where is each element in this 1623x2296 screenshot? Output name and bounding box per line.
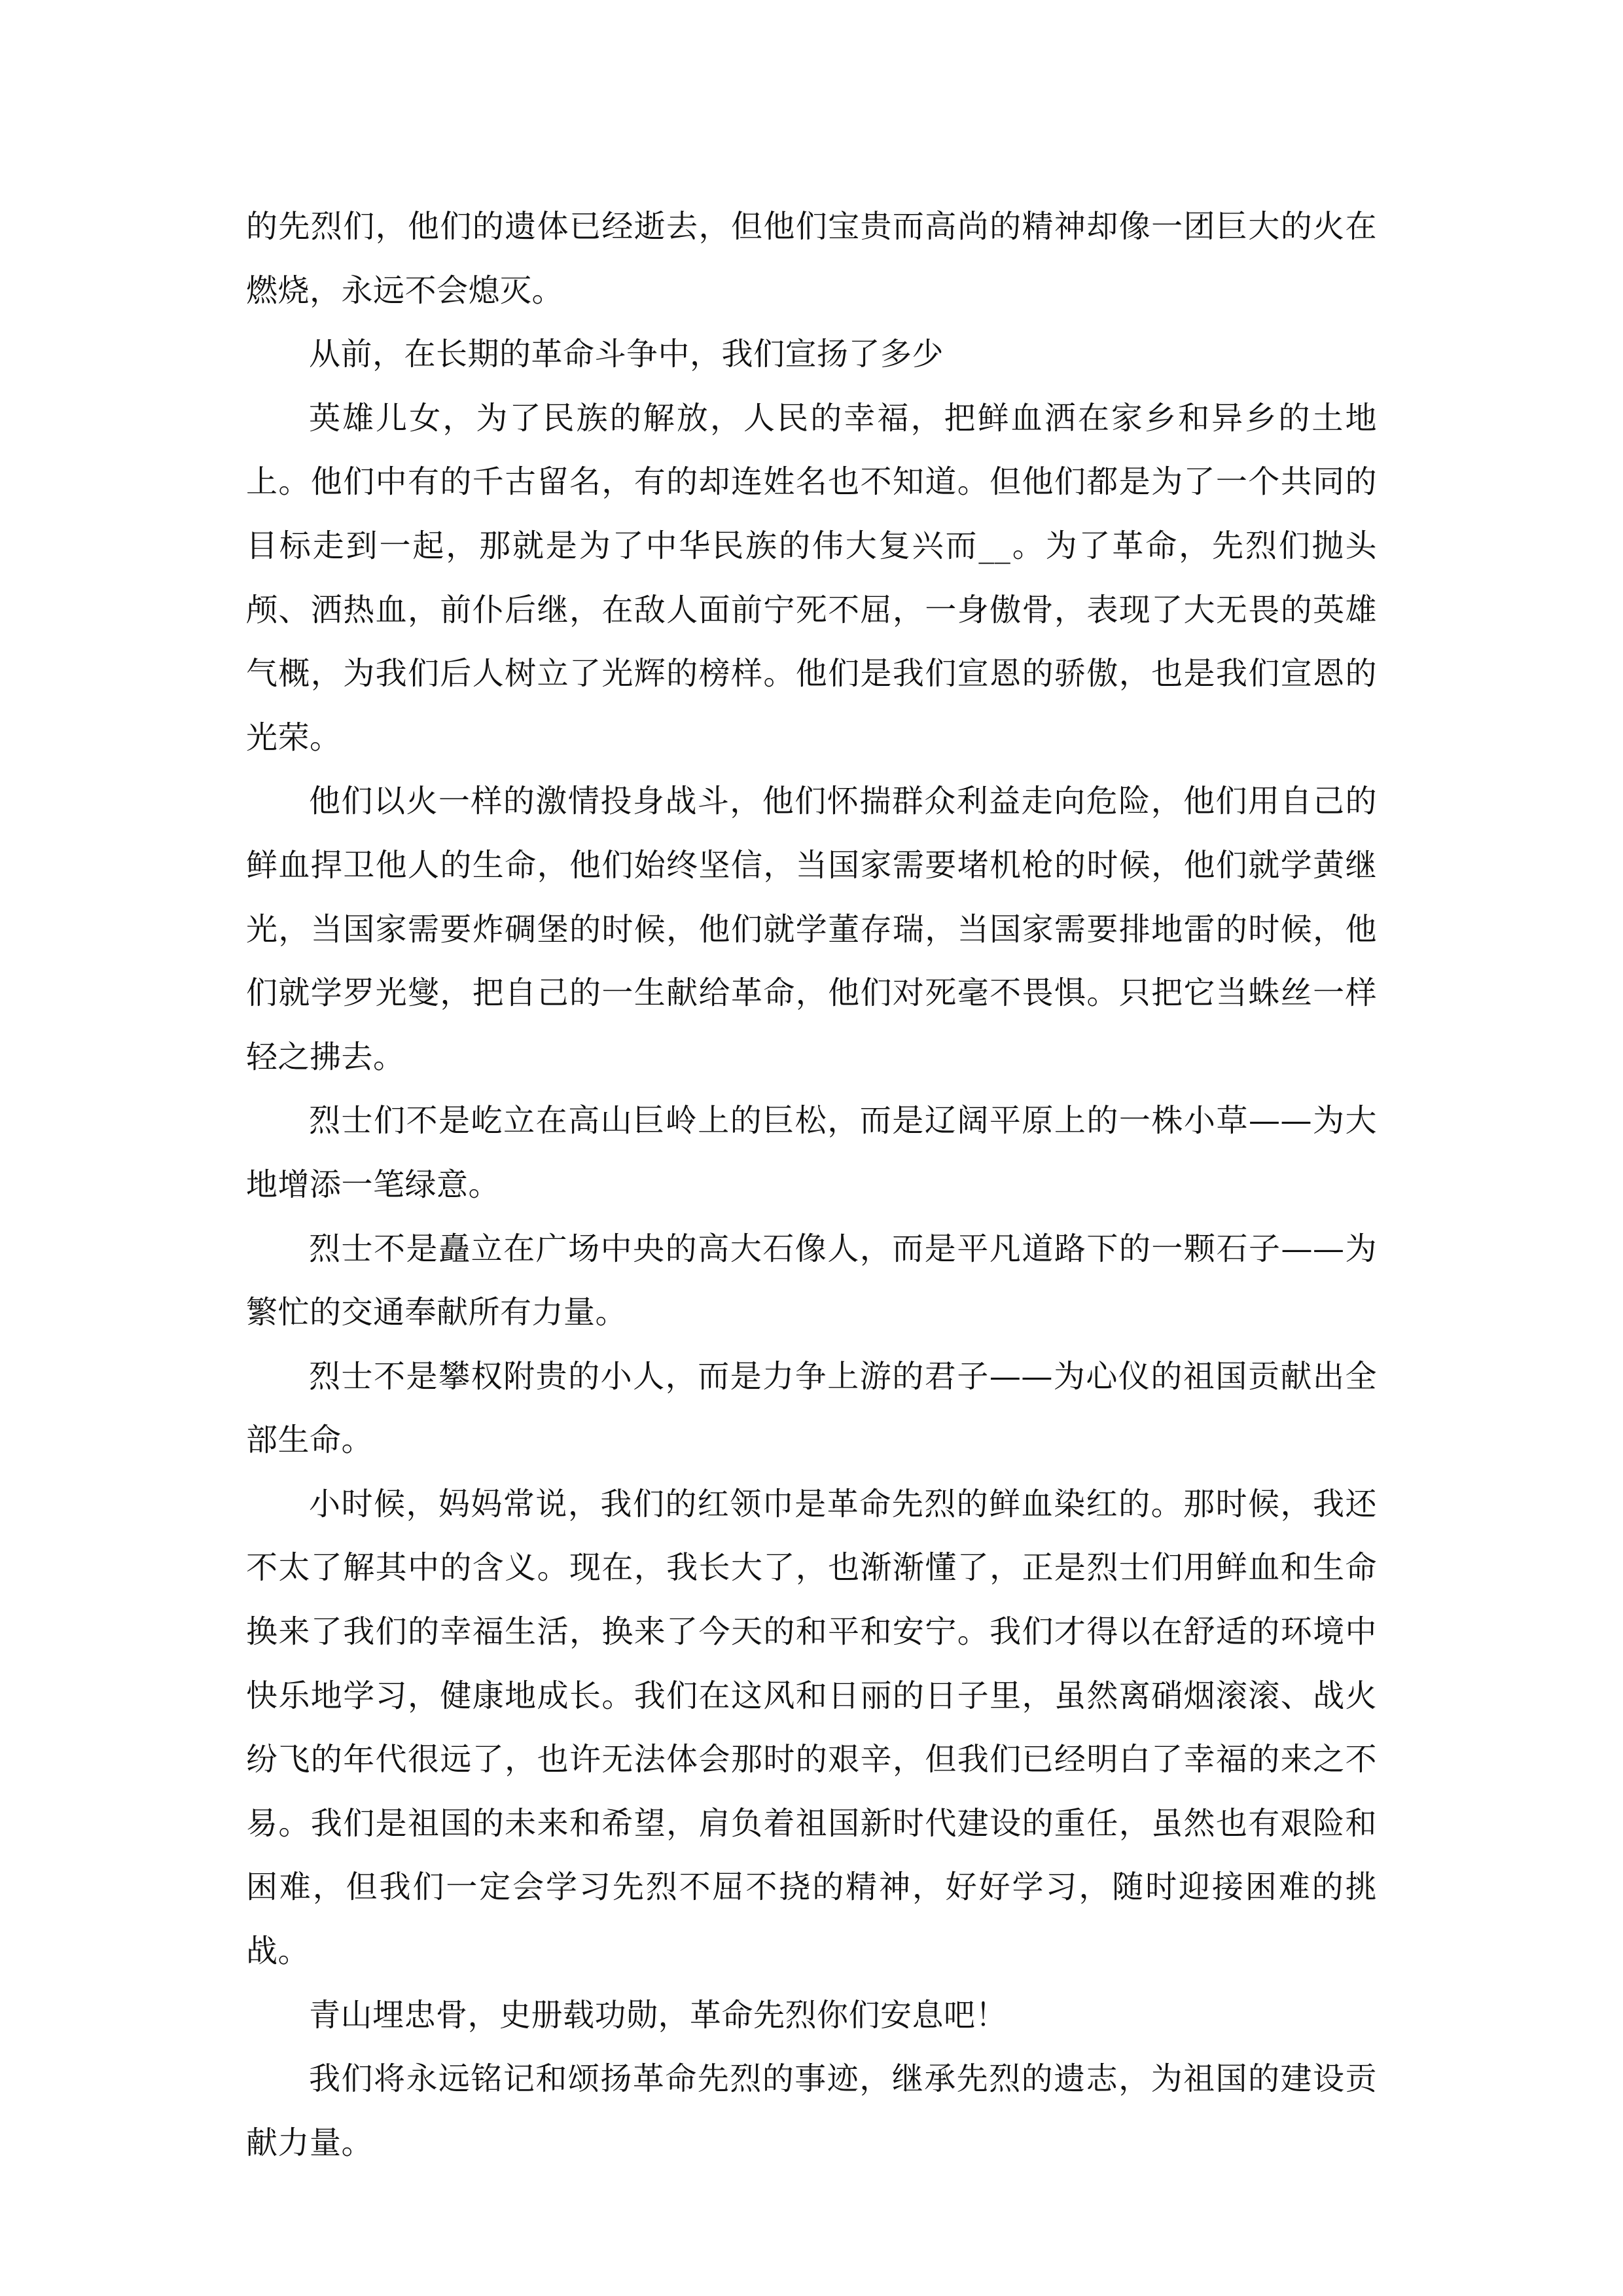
paragraph-6: 烈士不是矗立在广场中央的高大石像人，而是平凡道路下的一颗石子——为繁忙的交通奉献所有力量。 xyxy=(246,1230,1377,1331)
paragraph-9: 青山埋忠骨，史册载功勋，革命先烈你们安息吧！ xyxy=(309,1996,1008,2034)
paragraph-10: 我们将永远铭记和颂扬革命先烈的事迹，继承先烈的遗志，为祖国的建设贡献力量。 xyxy=(246,2060,1377,2161)
paragraph-3: 英雄儿女，为了民族的解放，人民的幸福，把鲜血洒在家乡和异乡的土地上。他们中有的千古留名，有的却连姓名也不知道。但他们都是为了一个共同的目标走到一起，那就是为了中华民族的伟大复兴而__。为了革命，先烈们抛头颅、洒热血，前仆后继，在敌人面前宁死不屈，一身傲骨，表现了大无畏的英雄气概，为我们后人树立了光辉的榜样。他们是我们宣恩的骄傲，也是我们宣恩的光荣。 xyxy=(246,399,1377,756)
paragraph-2: 从前，在长期的革命斗争中，我们宣扬了多少 xyxy=(309,336,944,373)
body-text xyxy=(246,195,1377,2175)
paragraph-5: 烈士们不是屹立在高山巨岭上的巨松，而是辽阔平原上的一株小草——为大地增添一笔绿意。 xyxy=(246,1102,1377,1203)
paragraph-7: 烈士不是攀权附贵的小人，而是力争上游的君子——为心仪的祖国贡献出全部生命。 xyxy=(246,1357,1377,1459)
paragraph-1: 的先烈们，他们的遗体已经逝去，但他们宝贵而高尚的精神却像一团巨大的火在燃烧，永远不会熄灭。 xyxy=(246,208,1377,309)
paragraph-8: 小时候，妈妈常说，我们的红领巾是革命先烈的鲜血染红的。那时候，我还不太了解其中的含义。现在，我长大了，也渐渐懂了，正是烈士们用鲜血和生命换来了我们的幸福生活，换来了今天的和平和安宁。我们才得以在舒适的环境中快乐地学习，健康地成长。我们在这风和日丽的日子里，虽然离硝烟滚滚、战火纷飞的年代很远了，也许无法体会那时的艰辛，但我们已经明白了幸福的来之不易。我们是祖国的未来和希望，肩负着祖国新时代建设的重任，虽然也有艰险和困难，但我们一定会学习先烈不屈不挠的精神，好好学习，随时迎接困难的挑战。 xyxy=(246,1485,1377,1970)
paragraph-4: 他们以火一样的激情投身战斗，他们怀揣群众利益走向危险，他们用自己的鲜血捍卫他人的生命，他们始终坚信，当国家需要堵机枪的时候，他们就学黄继光，当国家需要炸碉堡的时候，他们就学董存瑞，当国家需要排地雷的时候，他们就学罗光燮，把自己的一生献给革命，他们对死毫不畏惧。只把它当蛛丝一样轻之拂去。 xyxy=(246,783,1377,1075)
